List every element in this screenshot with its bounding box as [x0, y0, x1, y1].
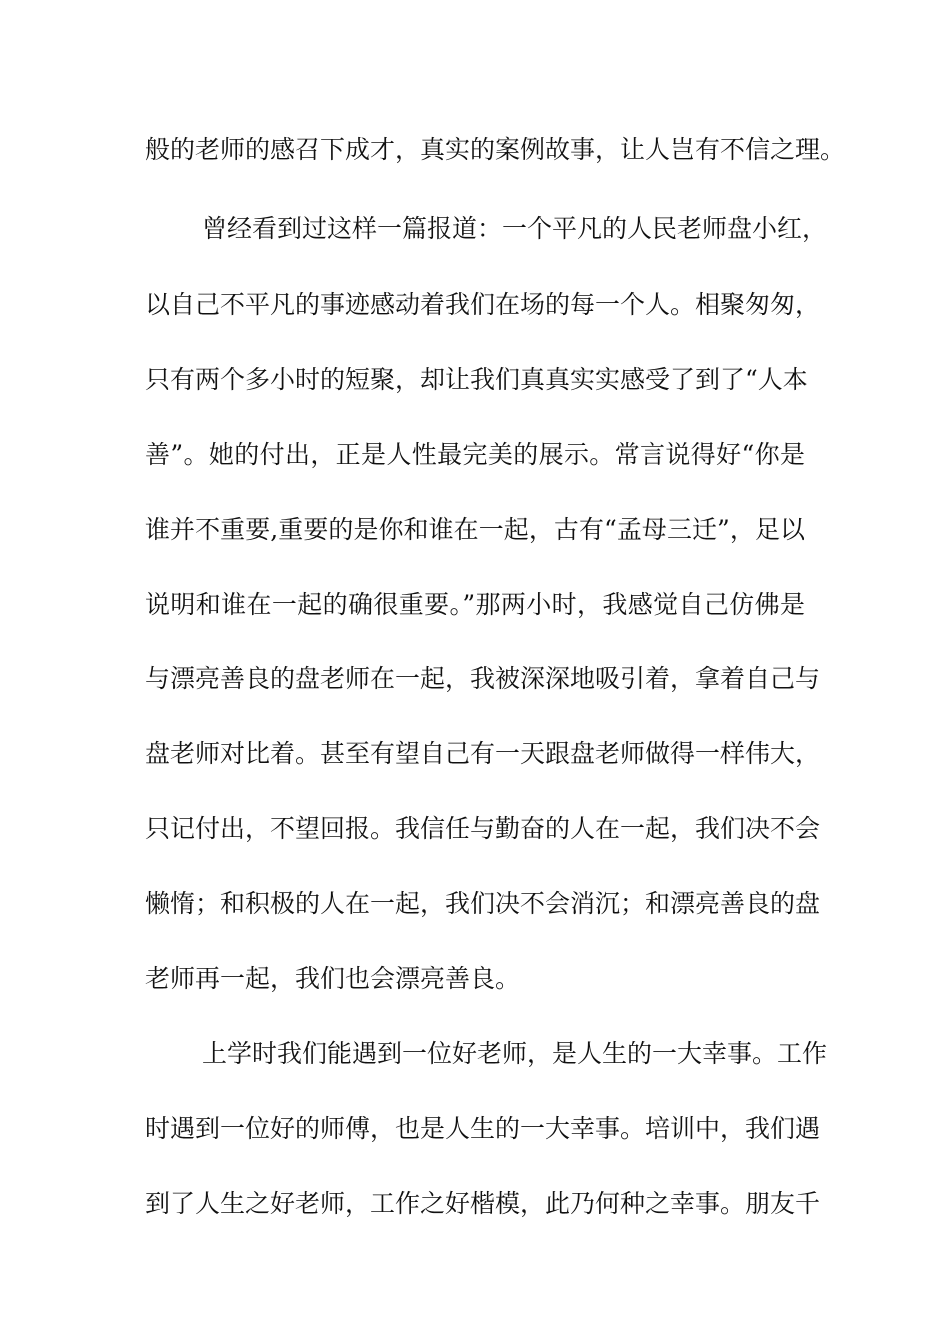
text-line: 以自己不平凡的事迹感动着我们在场的每一个人。相聚匆匆， — [145, 290, 821, 319]
paragraph-last-line: 老师再一起，我们也会漂亮善良。 — [145, 964, 521, 993]
text-line: 到了人生之好老师，工作之好楷模，此乃何种之幸事。朋友千 — [145, 1189, 821, 1218]
paragraph-first-line: 曾经看到过这样一篇报道：一个平凡的人民老师盘小红， — [202, 214, 828, 243]
text-line: 懒惰；和积极的人在一起，我们决不会消沉；和漂亮善良的盘 — [145, 889, 821, 918]
text-line: 只有两个多小时的短聚，却让我们真真实实感受了到了“人本 — [145, 365, 808, 394]
text-line: 般的老师的感召下成才，真实的案例故事，让人岂有不信之理。 — [145, 135, 846, 164]
text-line: 盘老师对比着。甚至有望自己有一天跟盘老师做得一样伟大， — [145, 739, 821, 768]
paragraph-first-line: 上学时我们能遇到一位好老师，是人生的一大幸事。工作 — [202, 1039, 828, 1068]
text-line: 谁并不重要,重要的是你和谁在一起，古有“孟母三迁”，足以 — [145, 515, 805, 544]
text-line: 只记付出，不望回报。我信任与勤奋的人在一起，我们决不会 — [145, 814, 821, 843]
text-line: 说明和谁在一起的确很重要。”那两小时，我感觉自己仿佛是 — [145, 590, 805, 619]
text-line: 时遇到一位好的师傅，也是人生的一大幸事。培训中，我们遇 — [145, 1114, 821, 1143]
text-line: 善”。她的付出，正是人性最完美的展示。常言说得好“你是 — [145, 440, 805, 469]
text-line: 与漂亮善良的盘老师在一起，我被深深地吸引着，拿着自己与 — [145, 664, 821, 693]
